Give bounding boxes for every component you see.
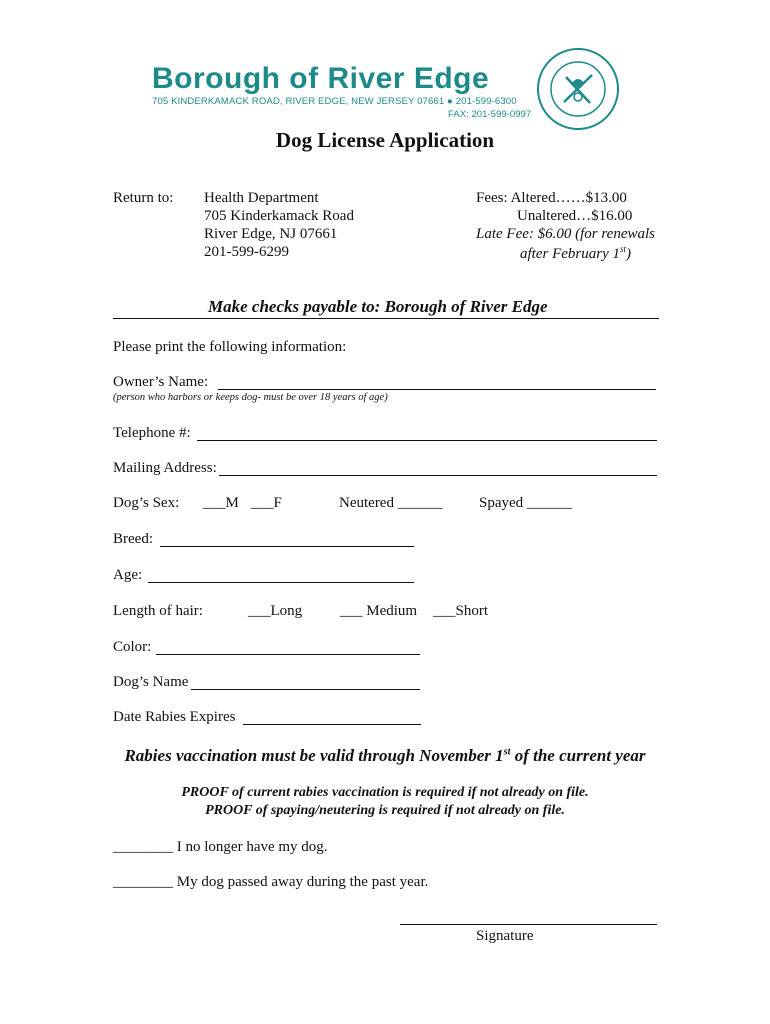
breed-label: Breed: <box>113 531 153 547</box>
organization-fax: FAX: 201-599-0997 <box>448 109 532 120</box>
owner-name-note: (person who harbors or keeps dog- must be over 18 years of age) <box>113 392 388 403</box>
owner-name-label: Owner’s Name: <box>113 374 209 390</box>
late-fee-date: after February 1st) <box>520 244 631 262</box>
dog-name-field[interactable] <box>191 689 420 690</box>
no-longer-have-dog-option[interactable]: ________ I no longer have my dog. <box>113 839 328 855</box>
color-label: Color: <box>113 639 152 655</box>
mailing-address-label: Mailing Address: <box>113 460 217 476</box>
signature-label: Signature <box>476 928 534 944</box>
borough-seal-icon <box>536 47 620 131</box>
rabies-validity-note: Rabies vaccination must be valid through November 1st of the current year <box>124 746 646 765</box>
hair-length-label: Length of hair: <box>113 603 203 619</box>
color-field[interactable] <box>156 654 420 655</box>
signature-field[interactable] <box>400 924 657 925</box>
return-address-line-4: 201-599-6299 <box>204 244 289 260</box>
age-label: Age: <box>113 567 143 583</box>
hair-long-option[interactable]: ___Long <box>248 603 303 619</box>
age-field[interactable] <box>148 582 414 583</box>
hair-medium-option[interactable]: ___ Medium <box>340 603 418 619</box>
fee-unaltered: Unaltered…$16.00 <box>517 208 633 224</box>
mailing-address-field[interactable] <box>219 475 657 476</box>
return-address-line-1: Health Department <box>204 190 319 206</box>
owner-name-field[interactable] <box>218 389 656 390</box>
hair-short-option[interactable]: ___Short <box>433 603 489 619</box>
sex-male-option[interactable]: ___M <box>203 495 239 511</box>
organization-name: Borough of River Edge <box>152 62 490 95</box>
sex-female-option[interactable]: ___F <box>251 495 282 511</box>
late-fee: Late Fee: $6.00 (for renewals <box>476 226 655 242</box>
neutered-field[interactable]: Neutered ______ <box>339 495 443 511</box>
print-instructions: Please print the following information: <box>113 339 347 355</box>
organization-address: 705 KINDERKAMACK ROAD, RIVER EDGE, NEW JERSEY 07661 ● 201-599-6300 <box>152 96 517 107</box>
dog-name-label: Dog’s Name <box>113 674 189 690</box>
fee-altered: Fees: Altered……$13.00 <box>476 190 627 206</box>
return-address-line-2: 705 Kinderkamack Road <box>204 208 354 224</box>
telephone-label: Telephone #: <box>113 425 191 441</box>
form-title: Dog License Application <box>275 128 495 152</box>
proof-rabies-note: PROOF of current rabies vaccination is required if not already on file. <box>181 785 589 800</box>
proof-spay-note: PROOF of spaying/neutering is required if not already on file. <box>205 803 565 818</box>
return-to-label: Return to: <box>113 190 174 206</box>
breed-field[interactable] <box>160 546 414 547</box>
checks-payable-note: Make checks payable to: Borough of River Edge <box>208 297 548 316</box>
spayed-field[interactable]: Spayed ______ <box>479 495 572 511</box>
telephone-field[interactable] <box>197 440 657 441</box>
rabies-expires-label: Date Rabies Expires <box>113 709 236 725</box>
rabies-expires-field[interactable] <box>243 724 421 725</box>
return-address-line-3: River Edge, NJ 07661 <box>204 226 338 242</box>
dog-passed-away-option[interactable]: ________ My dog passed away during the past year. <box>113 874 429 890</box>
dog-sex-label: Dog’s Sex: <box>113 495 180 511</box>
